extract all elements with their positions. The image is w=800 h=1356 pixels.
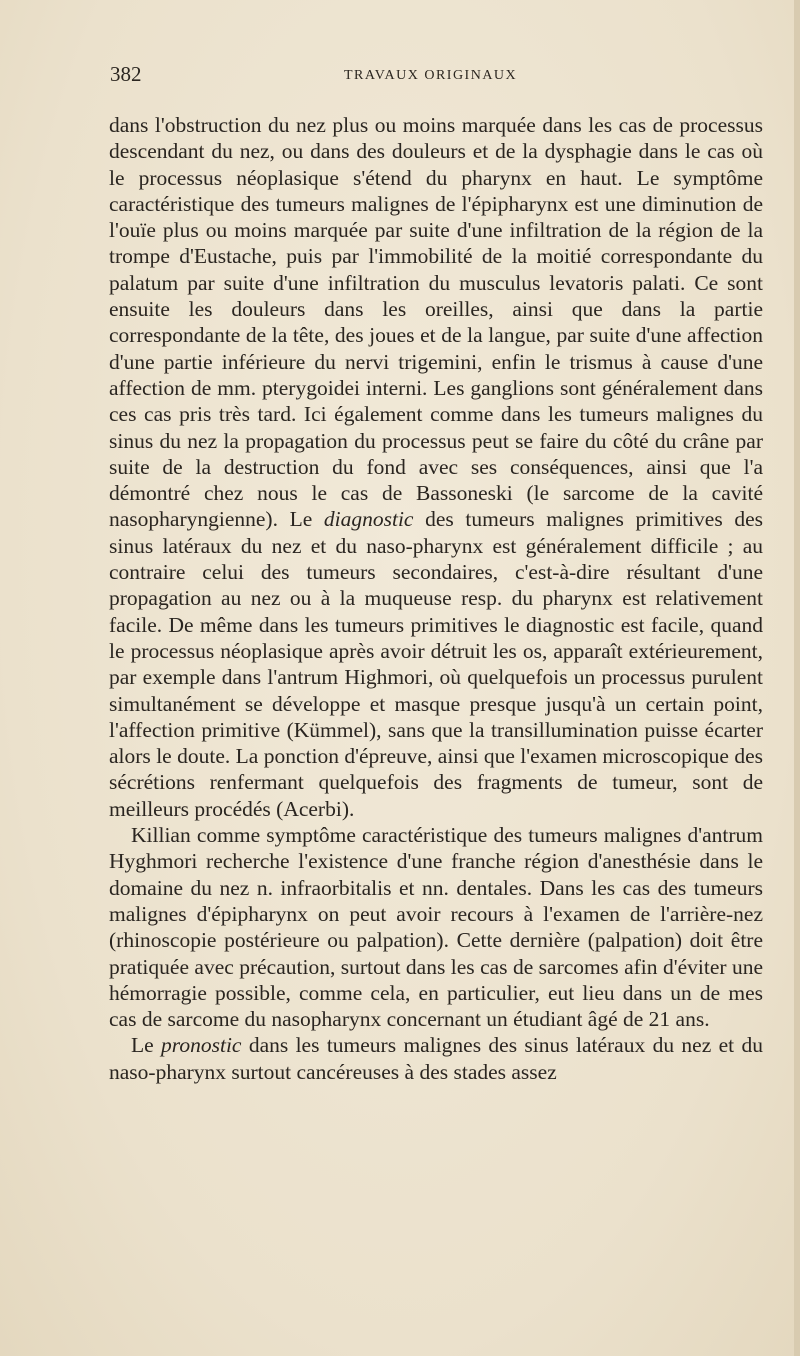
term-pronostic: pronostic [161,1033,242,1058]
paragraph-1 [109,112,763,822]
paragraph-3-part-a: Le [131,1033,162,1058]
page-edge [794,0,800,1356]
running-head [110,60,770,90]
paragraph-2: Killian comme symptôme caractéristique des tumeurs malignes d'antrum Hyghmori recherche l'existence d'une franche région d'anesthésie dans le domaine du nez n. infraorbitalis et nn. dentales. Dans les cas des tumeurs malignes d'épipharynx on peut avoir recours à l'examen de l'arrière-nez (rhinoscopie postérieure ou palpation). Cette dernière (palpation) doit être pratiquée avec précaution, surtout dans les cas de sarcomes afin d'éviter une hémorragie possible, comme cela, en particulier, eut lieu dans un de mes cas de sarcome du nasopharynx concernant un étudiant âgé de 21 ans. [109,823,763,1032]
page-number: 382 [110,62,142,86]
paragraph-3 [109,1032,763,1085]
term-diagnostic: diagnostic [323,507,414,532]
paragraph-3-part-b: dans les tumeurs malignes des sinus latéraux du nez et du naso-pharynx surtout cancéreuses à des stades assez [109,1033,763,1084]
body-text [109,112,763,1085]
paragraph-1-part-b: des tumeurs malignes primitives des sinus latéraux du nez et du naso-pharynx est généralement difficile ; au contraire celui des tumeurs secondaires, c'est-à-dire résultant d'une propagation au nez ou à la muqueuse resp. du pharynx est relativement facile. De même dans les tumeurs primitives le diagnostic est facile, quand le processus néoplasique après avoir détruit les os, apparaît extérieurement, par exemple dans l'antrum Highmori, où quelquefois un processus purulent simultanément se développe et masque presque jusqu'à un certain point, l'affection primitive (Kümmel), sans que la transillumination puisse écarter alors le doute. La ponction d'épreuve, ainsi que l'examen microscopique des sécrétions renfermant quelquefois des fragments de tumeur, sont de meilleurs procédés (Acerbi). [109,507,763,821]
paragraph-1-part-a: dans l'obstruction du nez plus ou moins marquée dans les cas de processus descendant du nez, ou dans des douleurs et de la dysphagie dans le cas où le processus néoplasique s'étend du pharynx en haut. Le symptôme caractéristique des tumeurs malignes de l'épipharynx est une diminution de l'ouïe plus ou moins marquée par suite d'une infiltration de la région de la trompe d'Eustache, puis par l'immobilité de la moitié correspondante du palatum par suite d'une infiltration du musculus levatoris palati. Ce sont ensuite les douleurs dans les oreilles, ainsi que dans la partie correspondante de la tête, des joues et de la langue, par suite d'une affection d'une partie inférieure du nervi trigemini, enfin le trismus à cause d'une affection de mm. pterygoidei interni. Les ganglions sont généralement dans ces cas pris très tard. Ici également comme dans les tumeurs malignes du sinus du nez la propagation du processus peut se faire du côté du crâne par suite de la destruction du fond avec ses conséquences, ainsi que l'a démontré chez nous le cas de Bassoneski (le sarcome de la cavité nasopharyngienne). Le [109,113,763,532]
journal-title: TRAVAUX ORIGINAUX [344,68,518,83]
